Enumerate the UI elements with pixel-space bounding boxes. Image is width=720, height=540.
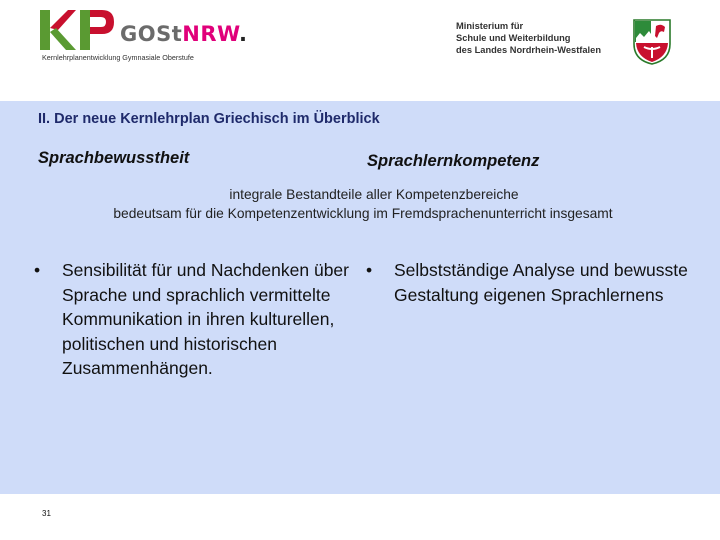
logo-dot-text: . xyxy=(238,22,248,46)
bullet-text: Selbstständige Analyse und bewusste Gestaltung eigenen Sprachlernens xyxy=(394,260,688,305)
page-number: 31 xyxy=(42,509,51,518)
description-line: integrale Bestandteile aller Kompetenzbereiche xyxy=(229,187,519,202)
shared-description xyxy=(0,185,720,223)
logo-subtitle: Kernlehrplanentwicklung Gymnasiale Oberstufe xyxy=(42,53,194,62)
list-item xyxy=(34,258,354,381)
bullet-sprachlernkompetenz xyxy=(366,258,696,307)
logo-gost-text: GOSt xyxy=(120,22,183,46)
logo-wordmark xyxy=(120,22,247,46)
bullet-text: Sensibilität für und Nachdenken über Sprache und sprachlich vermittelte Kommunikation in ihren kulturellen, politischen und historischen Zusammenhängen. xyxy=(62,260,349,378)
logo-nrw-text: NRW xyxy=(182,22,239,46)
ministry-line: des Landes Nordrhein-Westfalen xyxy=(456,45,601,55)
ministry-line: Ministerium für xyxy=(456,21,524,31)
slide-title: II. Der neue Kernlehrplan Griechisch im Überblick xyxy=(38,111,380,127)
heading-sprachbewusstheit: Sprachbewusstheit xyxy=(38,149,190,167)
heading-sprachlernkompetenz: Sprachlernkompetenz xyxy=(367,152,540,170)
footer-strip xyxy=(0,494,720,540)
bullet-marker: • xyxy=(34,260,41,280)
description-line: bedeutsam für die Kompetenzentwicklung im Fremdsprachenunterricht insgesamt xyxy=(113,206,613,221)
ministry-line: Schule und Weiterbildung xyxy=(456,33,571,43)
ministry-name xyxy=(456,20,616,56)
bullet-marker: • xyxy=(366,260,373,280)
kp-letters-icon xyxy=(38,8,118,54)
list-item xyxy=(366,258,696,307)
nrw-coat-of-arms-icon xyxy=(632,18,672,66)
header-bar xyxy=(0,0,720,100)
kp-gost-nrw-logo xyxy=(38,8,258,68)
bullet-sprachbewusstheit xyxy=(34,258,354,381)
